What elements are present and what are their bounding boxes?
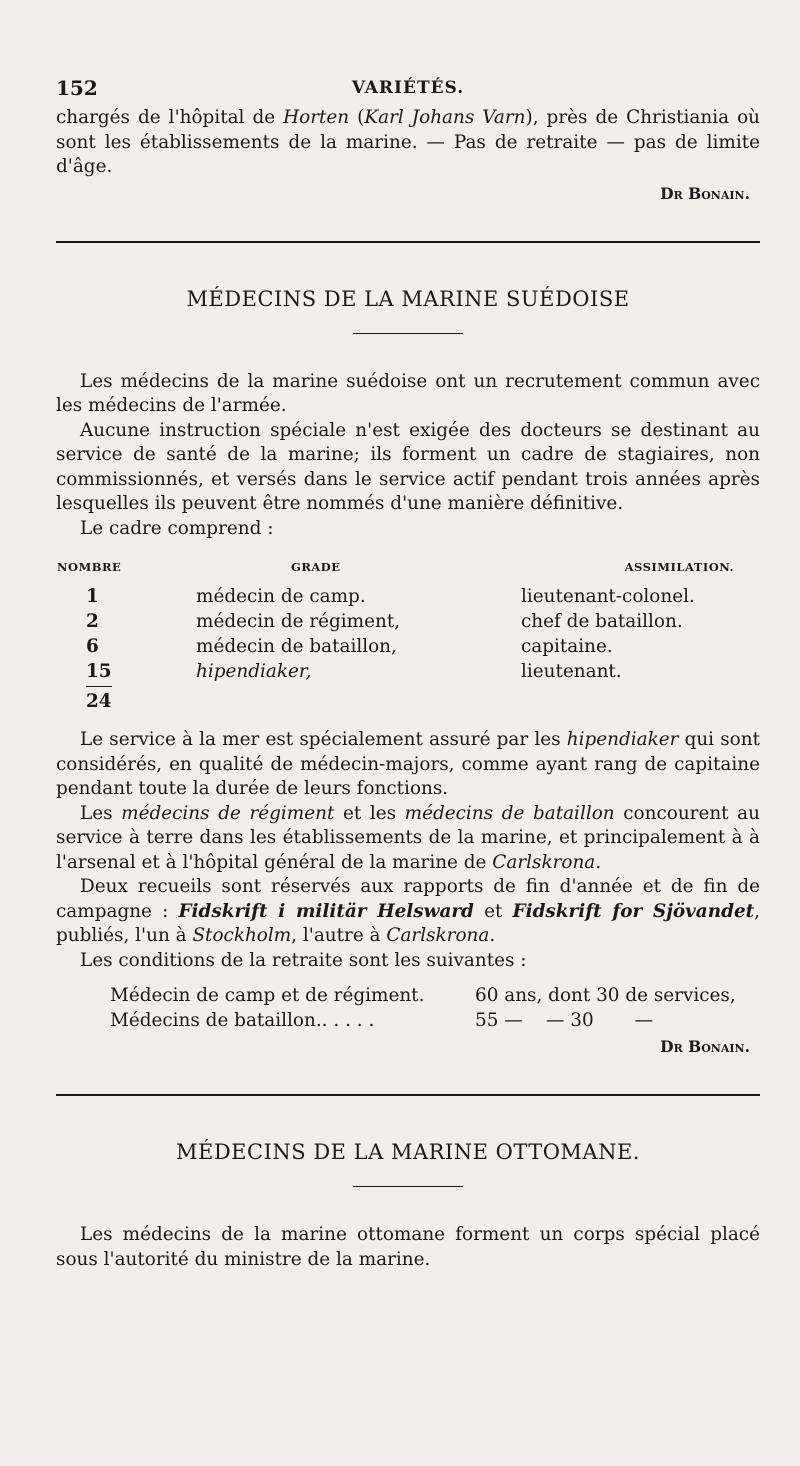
paragraph-top: chargés de l'hôpital de Horten (Karl Johans Varn), près de Christiania où sont les établissements de la marine. — Pas de retraite — pas de limite d'âge. bbox=[56, 107, 761, 177]
running-title: VARIÉTÉS. bbox=[351, 78, 465, 98]
paragraph-swedish-3: Le cadre comprend : bbox=[80, 517, 274, 539]
paragraph-swedish-6: Deux recueils sont réservés aux rapports de fin d'année et de fin de campagne : Fidskrift i militär Helsward et Fidskrift for Sjövandet, publiés, l'un à Stockholm, l'autre à Carlskrona. bbox=[56, 876, 761, 946]
col-header-nombre: NOMBRE bbox=[57, 560, 122, 574]
table-total-row bbox=[56, 684, 760, 714]
section-title-swedish: MÉDECINS DE LA MARINE SUÉDOISE bbox=[186, 286, 630, 311]
paragraph-swedish-7: Les conditions de la retraite sont les suivantes : bbox=[80, 949, 527, 971]
page-number: 152 bbox=[56, 76, 98, 100]
running-head bbox=[56, 70, 760, 106]
table-row: 15 hipendiaker, lieutenant. bbox=[86, 661, 622, 682]
grades-table bbox=[56, 559, 760, 714]
col-header-grade: GRADE bbox=[291, 560, 341, 574]
retirement-conditions bbox=[110, 983, 757, 1033]
paragraph-swedish-5: Les médecins de régiment et les médecins de bataillon concourent au service à terre dans les établissements de la marine, et principalement à à l'arsenal et à l'hôpital général de la marine de Carlskrona. bbox=[56, 802, 760, 873]
col-header-assimilation: ASSIMILATION. bbox=[624, 560, 734, 574]
total-number: 24 bbox=[86, 686, 112, 714]
signature-top: Dr Bonain. bbox=[660, 183, 750, 203]
paragraph-swedish-1: Les médecins de la marine suédoise ont un recrutement commun avec les médecins de l'armée. bbox=[56, 370, 760, 416]
paragraph-swedish-4: Le service à la mer est spécialement assuré par les hipendiaker qui sont considérés, en qualité de médecin-majors, comme ayant rang de capitaine pendant toute la durée de leurs fonctions. bbox=[56, 729, 760, 799]
table-row: 1 médecin de camp. lieutenant-colonel. bbox=[86, 586, 695, 607]
table-row: 2 médecin de régiment, chef de bataillon. bbox=[86, 611, 683, 632]
section-divider bbox=[56, 1094, 760, 1096]
list-item: Médecin de camp et de régiment. 60 ans, dont 30 de services, bbox=[110, 985, 736, 1006]
page bbox=[56, 70, 760, 1272]
paragraph-swedish-2: Aucune instruction spéciale n'est exigée des docteurs se destinant au service de santé de la marine; ils forment un cadre de stagiaires, non commissionnés, et versés dans le service actif pendant trois années après lesquelles ils peuvent être nommés d'une manière définitive. bbox=[56, 419, 760, 514]
table-row: 6 médecin de bataillon, capitaine. bbox=[86, 636, 613, 657]
signature-swedish: Dr Bonain. bbox=[660, 1037, 750, 1056]
section-title-ottoman: MÉDECINS DE LA MARINE OTTOMANE. bbox=[176, 1140, 640, 1164]
paragraph-ottoman-1: Les médecins de la marine ottomane forment un corps spécial placé sous l'autorité du ministre de la marine. bbox=[56, 1224, 760, 1270]
section-divider bbox=[56, 241, 760, 243]
list-item: Médecins de bataillon.. . . . . 55 — — 30 — bbox=[110, 1010, 653, 1031]
